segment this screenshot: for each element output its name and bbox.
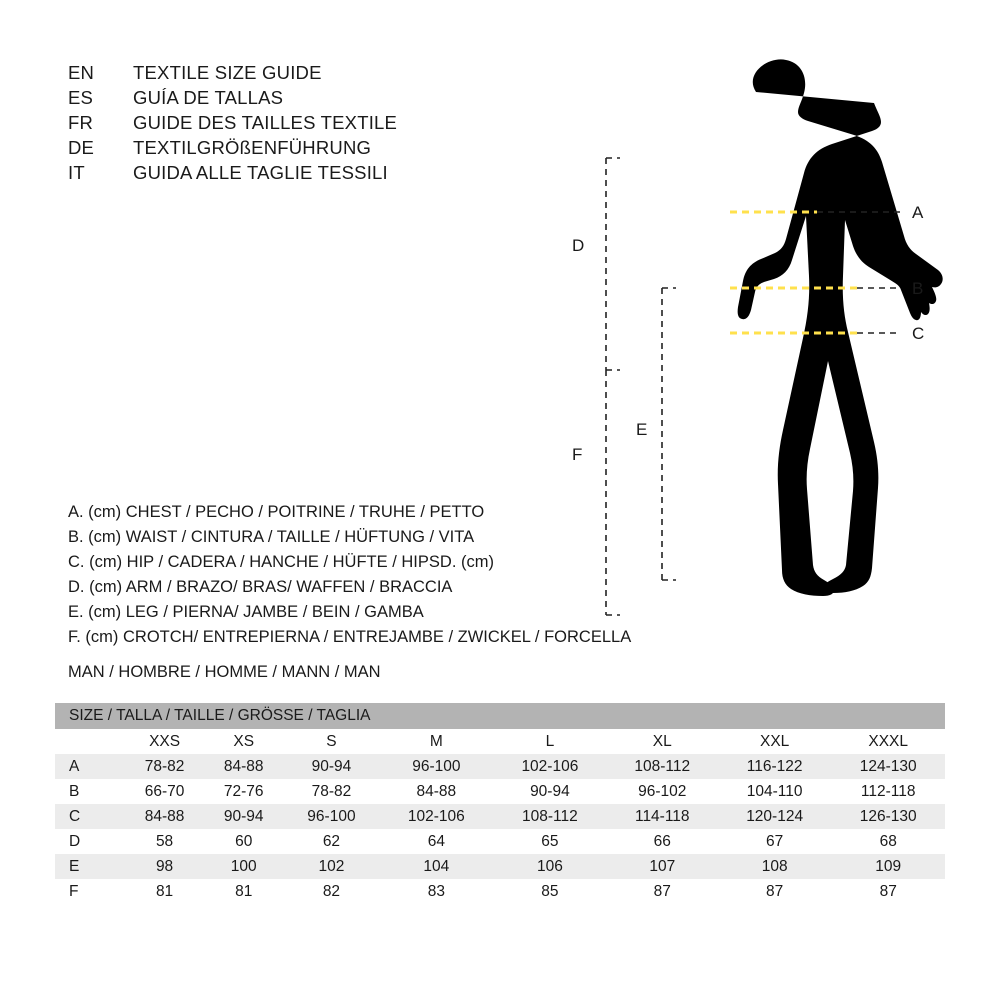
cell-f-xxxl: 87	[831, 879, 945, 904]
language-row	[68, 112, 538, 137]
cell-d-xs: 60	[204, 829, 283, 854]
table-row	[55, 879, 945, 904]
cell-e-m: 104	[380, 854, 494, 879]
size-header-xxl: XXL	[718, 729, 832, 754]
table-row	[55, 779, 945, 804]
row-key-c: C	[55, 804, 125, 829]
cell-c-l: 108-112	[493, 804, 607, 829]
gender-label: MAN / HOMBRE / HOMME / MANN / MAN	[68, 663, 381, 681]
cell-b-xs: 72-76	[204, 779, 283, 804]
cell-b-xxs: 66-70	[125, 779, 204, 804]
cell-f-s: 82	[283, 879, 379, 904]
cell-d-xxs: 58	[125, 829, 204, 854]
cell-e-xs: 100	[204, 854, 283, 879]
row-key-e: E	[55, 854, 125, 879]
cell-a-l: 102-106	[493, 754, 607, 779]
size-header-xs: XS	[204, 729, 283, 754]
cell-a-xxs: 78-82	[125, 754, 204, 779]
table-header-bar	[55, 703, 945, 729]
cell-b-xl: 96-102	[607, 779, 718, 804]
cell-c-xxl: 120-124	[718, 804, 832, 829]
cell-b-s: 78-82	[283, 779, 379, 804]
cell-a-xxxl: 124-130	[831, 754, 945, 779]
row-key-b: B	[55, 779, 125, 804]
legend-item-e: E. (cm) LEG / PIERNA/ JAMBE / BEIN / GAMBA	[68, 603, 424, 621]
legend-item-c: C. (cm) HIP / CADERA / HANCHE / HÜFTE / HIPSD. (cm)	[68, 553, 494, 571]
language-title: GUIDE DES TAILLES TEXTILE	[133, 112, 398, 133]
language-code: FR	[68, 112, 94, 133]
language-code: ES	[68, 87, 94, 108]
cell-e-xl: 107	[607, 854, 718, 879]
language-title: TEXTILE SIZE GUIDE	[133, 62, 322, 83]
cell-f-xxs: 81	[125, 879, 204, 904]
size-header-l: L	[493, 729, 607, 754]
bracket-e	[662, 288, 676, 580]
row-key-f: F	[55, 879, 125, 904]
cell-c-s: 96-100	[283, 804, 379, 829]
table-row	[55, 854, 945, 879]
size-header-xxxl: XXXL	[831, 729, 945, 754]
cell-a-xxl: 116-122	[718, 754, 832, 779]
language-code: EN	[68, 62, 95, 83]
cell-c-xxxl: 126-130	[831, 804, 945, 829]
bracket-d	[606, 158, 620, 370]
table-row-sizes	[55, 729, 945, 754]
legend-item-b: B. (cm) WAIST / CINTURA / TAILLE / HÜFTUNG / VITA	[68, 528, 475, 546]
label-d: D	[572, 236, 585, 255]
table-header-bar-label: SIZE / TALLA / TAILLE / GRÖSSE / TAGLIA	[55, 703, 945, 729]
cell-f-xs: 81	[204, 879, 283, 904]
language-row	[68, 62, 538, 87]
cell-e-l: 106	[493, 854, 607, 879]
cell-b-xxxl: 112-118	[831, 779, 945, 804]
cell-d-m: 64	[380, 829, 494, 854]
legend-item-d: D. (cm) ARM / BRAZO/ BRAS/ WAFFEN / BRACCIA	[68, 578, 453, 596]
cell-d-xxxl: 68	[831, 829, 945, 854]
cell-d-s: 62	[283, 829, 379, 854]
cell-c-xs: 90-94	[204, 804, 283, 829]
label-c: C	[912, 324, 925, 343]
language-row	[68, 162, 538, 187]
cell-d-xxl: 67	[718, 829, 832, 854]
cell-a-xs: 84-88	[204, 754, 283, 779]
cell-c-m: 102-106	[380, 804, 494, 829]
size-header-xl: XL	[607, 729, 718, 754]
size-table	[55, 703, 945, 904]
cell-a-s: 90-94	[283, 754, 379, 779]
cell-d-l: 65	[493, 829, 607, 854]
cell-f-xl: 87	[607, 879, 718, 904]
cell-b-l: 90-94	[493, 779, 607, 804]
cell-a-xl: 108-112	[607, 754, 718, 779]
row-key-d: D	[55, 829, 125, 854]
cell-f-m: 83	[380, 879, 494, 904]
language-title: GUÍA DE TALLAS	[133, 87, 284, 108]
row-key-a: A	[55, 754, 125, 779]
language-title: GUIDA ALLE TAGLIE TESSILI	[133, 162, 388, 183]
legend-block	[68, 500, 632, 650]
cell-b-m: 84-88	[380, 779, 494, 804]
table-row	[55, 829, 945, 854]
cell-f-l: 85	[493, 879, 607, 904]
cell-f-xxl: 87	[718, 879, 832, 904]
cell-c-xl: 114-118	[607, 804, 718, 829]
language-title: TEXTILGRÖßENFÜHRUNG	[133, 137, 372, 158]
table-row	[55, 754, 945, 779]
table-row	[55, 804, 945, 829]
size-header-xxs: XXS	[125, 729, 204, 754]
cell-e-xxxl: 109	[831, 854, 945, 879]
size-header-s: S	[283, 729, 379, 754]
cell-c-xxs: 84-88	[125, 804, 204, 829]
cell-a-m: 96-100	[380, 754, 494, 779]
language-code: DE	[68, 137, 95, 158]
cell-b-xxl: 104-110	[718, 779, 832, 804]
cell-e-xxl: 108	[718, 854, 832, 879]
label-e: E	[636, 420, 648, 439]
label-a: A	[912, 203, 924, 222]
language-code: IT	[68, 162, 85, 183]
language-row	[68, 137, 538, 162]
language-title-block	[68, 62, 538, 187]
size-header-m: M	[380, 729, 494, 754]
legend-item-f: F. (cm) CROTCH/ ENTREPIERNA / ENTREJAMBE / ZWICKEL / FORCELLA	[68, 628, 632, 646]
cell-d-xl: 66	[607, 829, 718, 854]
label-b: B	[912, 279, 924, 298]
label-f: F	[572, 445, 583, 464]
cell-e-xxs: 98	[125, 854, 204, 879]
cell-e-s: 102	[283, 854, 379, 879]
legend-item-a: A. (cm) CHEST / PECHO / POITRINE / TRUHE / PETTO	[68, 503, 485, 521]
size-row-key	[55, 729, 125, 754]
language-row	[68, 87, 538, 112]
